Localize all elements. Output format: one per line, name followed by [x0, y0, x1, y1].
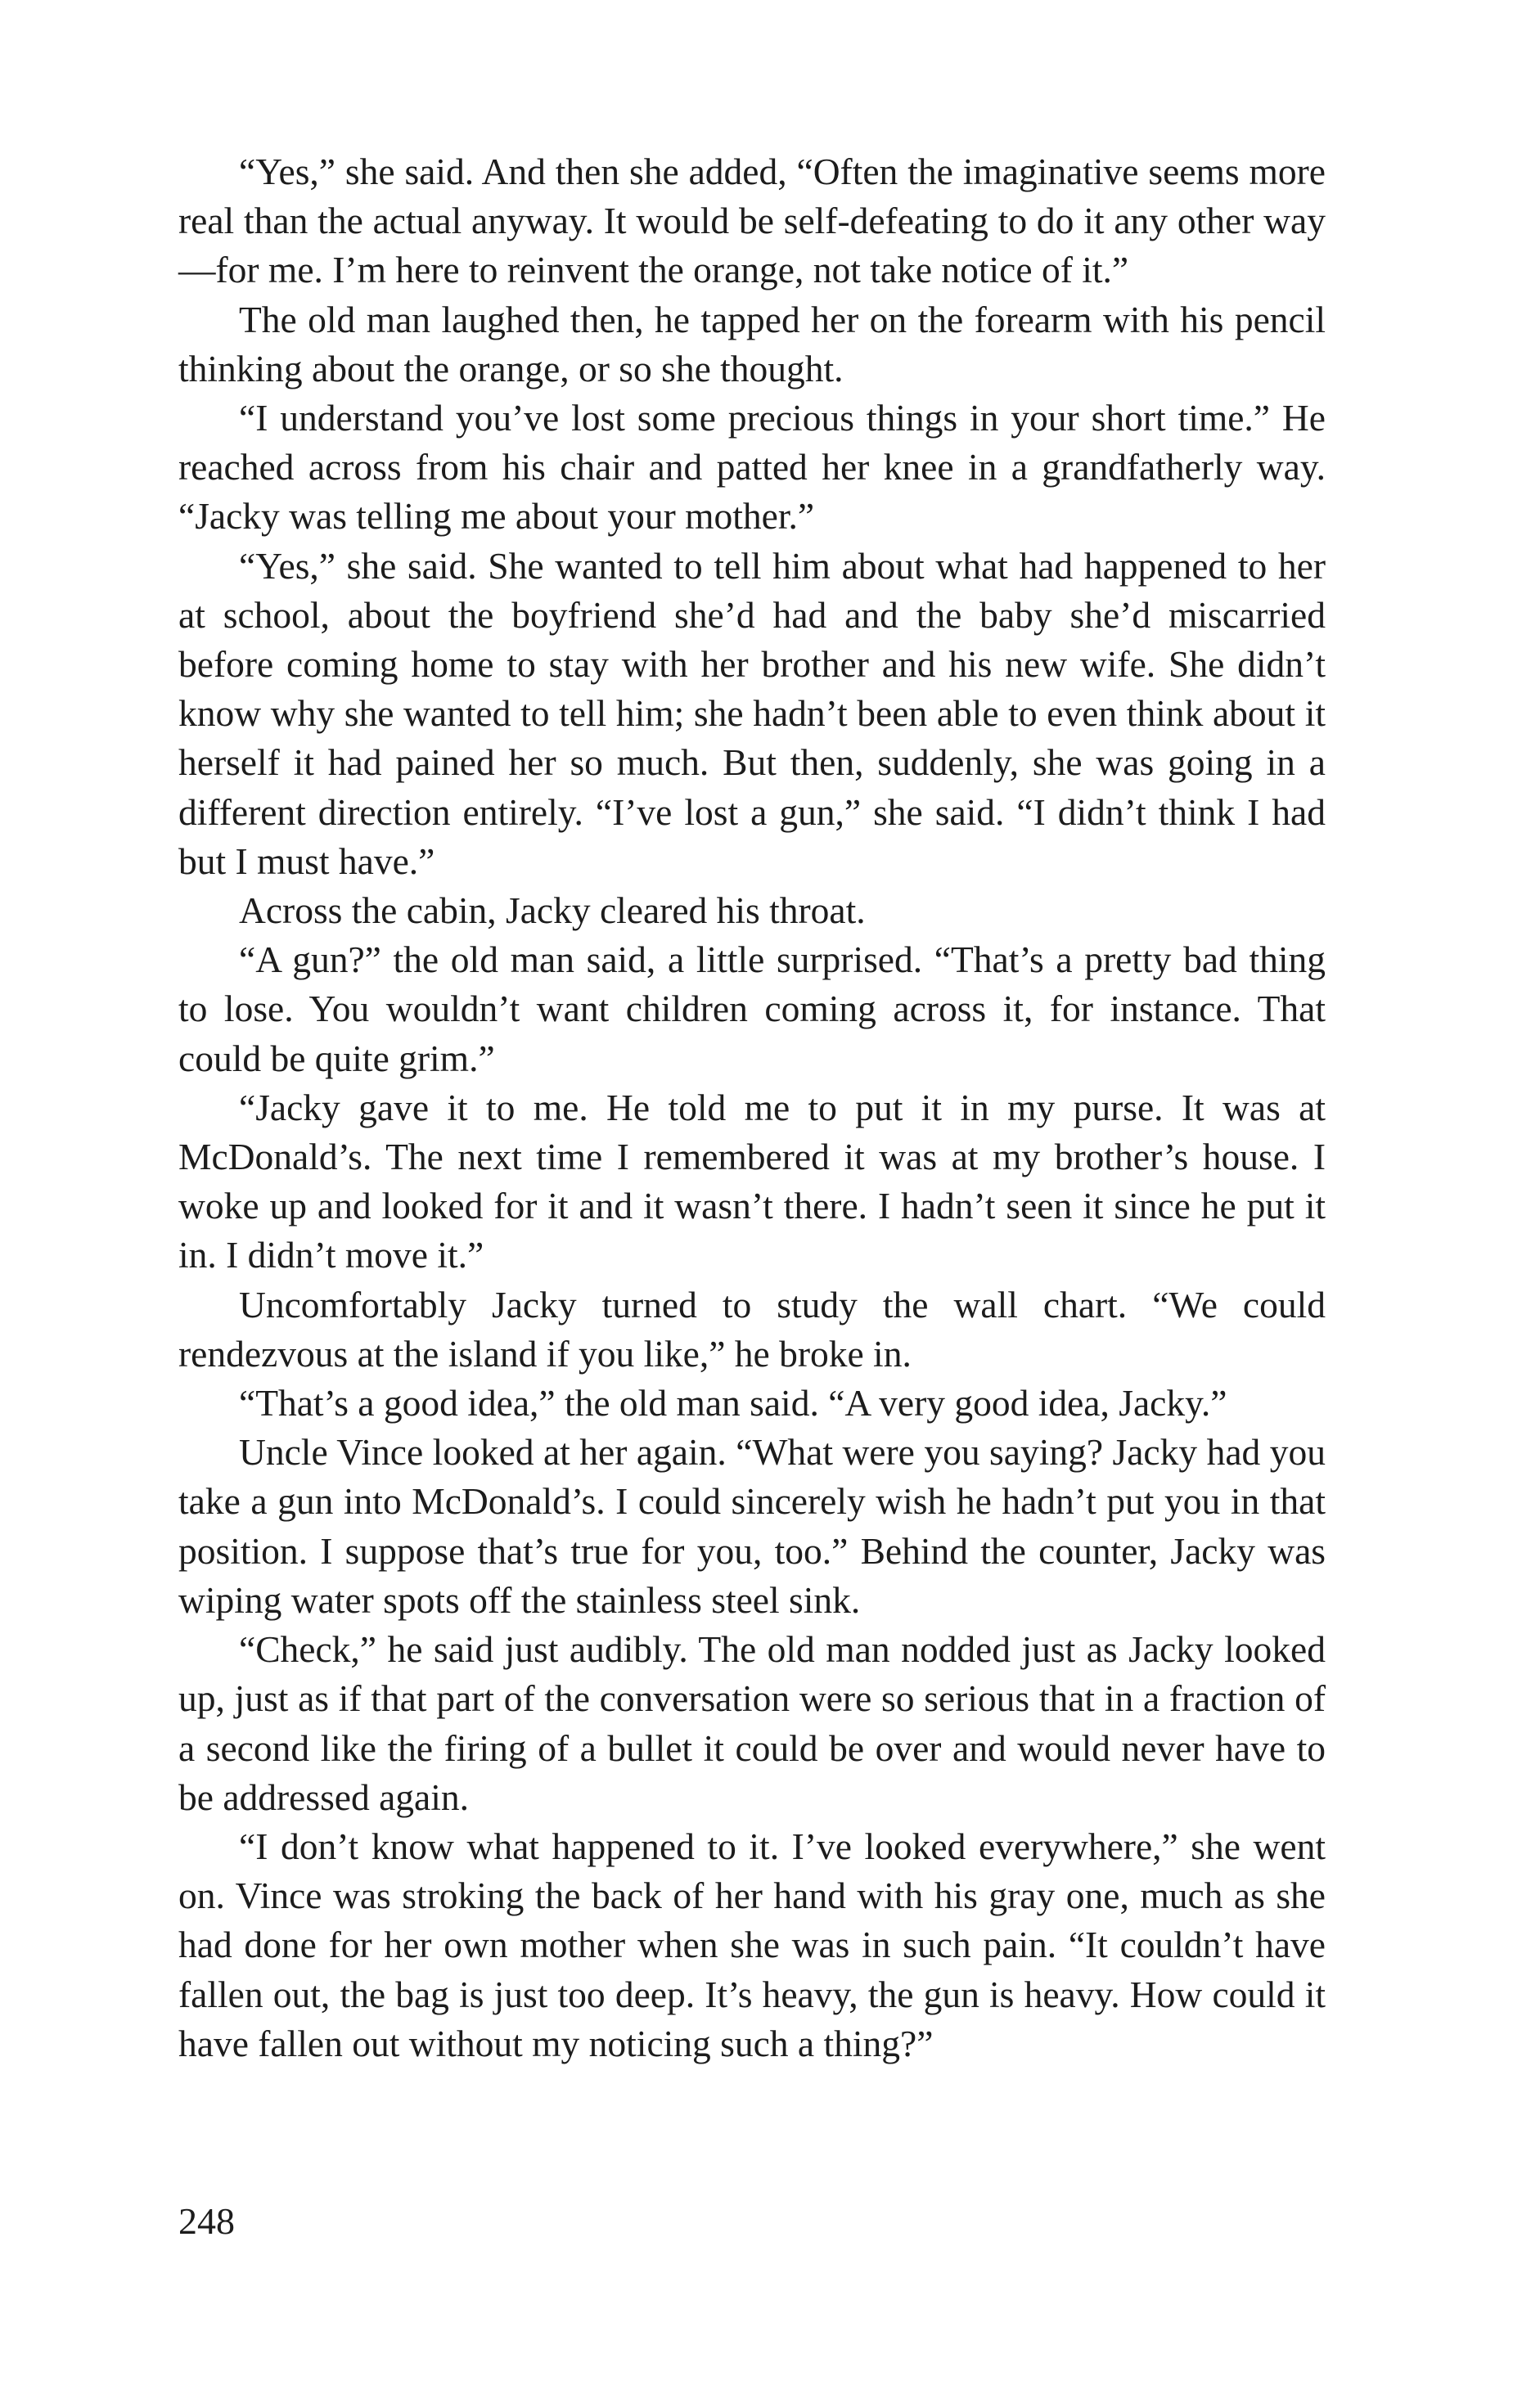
- paragraph: Uncle Vince looked at her again. “What were you saying? Jacky had you take a gun into McDonald’s. I could sincerely wish he hadn’t put you in that position. I suppose that’s true for you, too.” Behind the counter, Jacky was wiping water spots off the stainless steel sink.: [178, 1431, 1326, 1621]
- paragraph: Uncomfortably Jacky turned to study the wall chart. “We could rendezvous at the island if you like,” he broke in.: [178, 1283, 1326, 1375]
- page-number: 248: [178, 2200, 235, 2242]
- paragraph: Across the cabin, Jacky cleared his throat.: [239, 889, 866, 932]
- paragraph: “Jacky gave it to me. He told me to put it in my purse. It was at McDonald’s. The next time I remembered it was at my brother’s house. I woke up and looked for it and it wasn’t there. I hadn’t seen it since he put it in. I didn’t move it.”: [178, 1086, 1326, 1276]
- paragraph: “I understand you’ve lost some precious things in your short time.” He reached across from his chair and patted her knee in a grandfatherly way. “Jacky was telling me about your mother.”: [178, 397, 1326, 538]
- paragraph: The old man laughed then, he tapped her on the forearm with his pencil thinking about the orange, or so she thought.: [178, 298, 1326, 389]
- paragraph: “That’s a good idea,” the old man said. “A very good idea, Jacky.”: [239, 1382, 1227, 1425]
- body-text: [178, 147, 1326, 2068]
- paragraph: “A gun?” the old man said, a little surprised. “That’s a pretty bad thing to lose. You wouldn’t want children coming across it, for instance. That could be quite grim.”: [178, 938, 1326, 1079]
- paragraph: “Yes,” she said. And then she added, “Often the imaginative seems more real than the actual anyway. It would be self-defeating to do it any other way—for me. I’m here to reinvent the orange, not take notice of it.”: [178, 151, 1326, 291]
- paragraph: “Check,” he said just audibly. The old man nodded just as Jacky looked up, just as if that part of the conversation were so serious that in a fraction of a second like the firing of a bullet it could be over and would never have to be addressed again.: [178, 1628, 1326, 1818]
- paragraph: “I don’t know what happened to it. I’ve looked everywhere,” she went on. Vince was stroking the back of her hand with his gray one, much as she had done for her own mother when she was in such pain. “It couldn’t have fallen out, the bag is just too deep. It’s heavy, the gun is heavy. How could it have fallen out without my noticing such a thing?”: [178, 1825, 1326, 2064]
- paragraph: “Yes,” she said. She wanted to tell him about what had happened to her at school, about the boyfriend she’d had and the baby she’d miscarried before coming home to stay with her brother and his new wife. She didn’t know why she wanted to tell him; she hadn’t been able to even think about it herself it had pained her so much. But then, suddenly, she was going in a different direction entirely. “I’ve lost a gun,” she said. “I didn’t think I had but I must have.”: [178, 544, 1326, 882]
